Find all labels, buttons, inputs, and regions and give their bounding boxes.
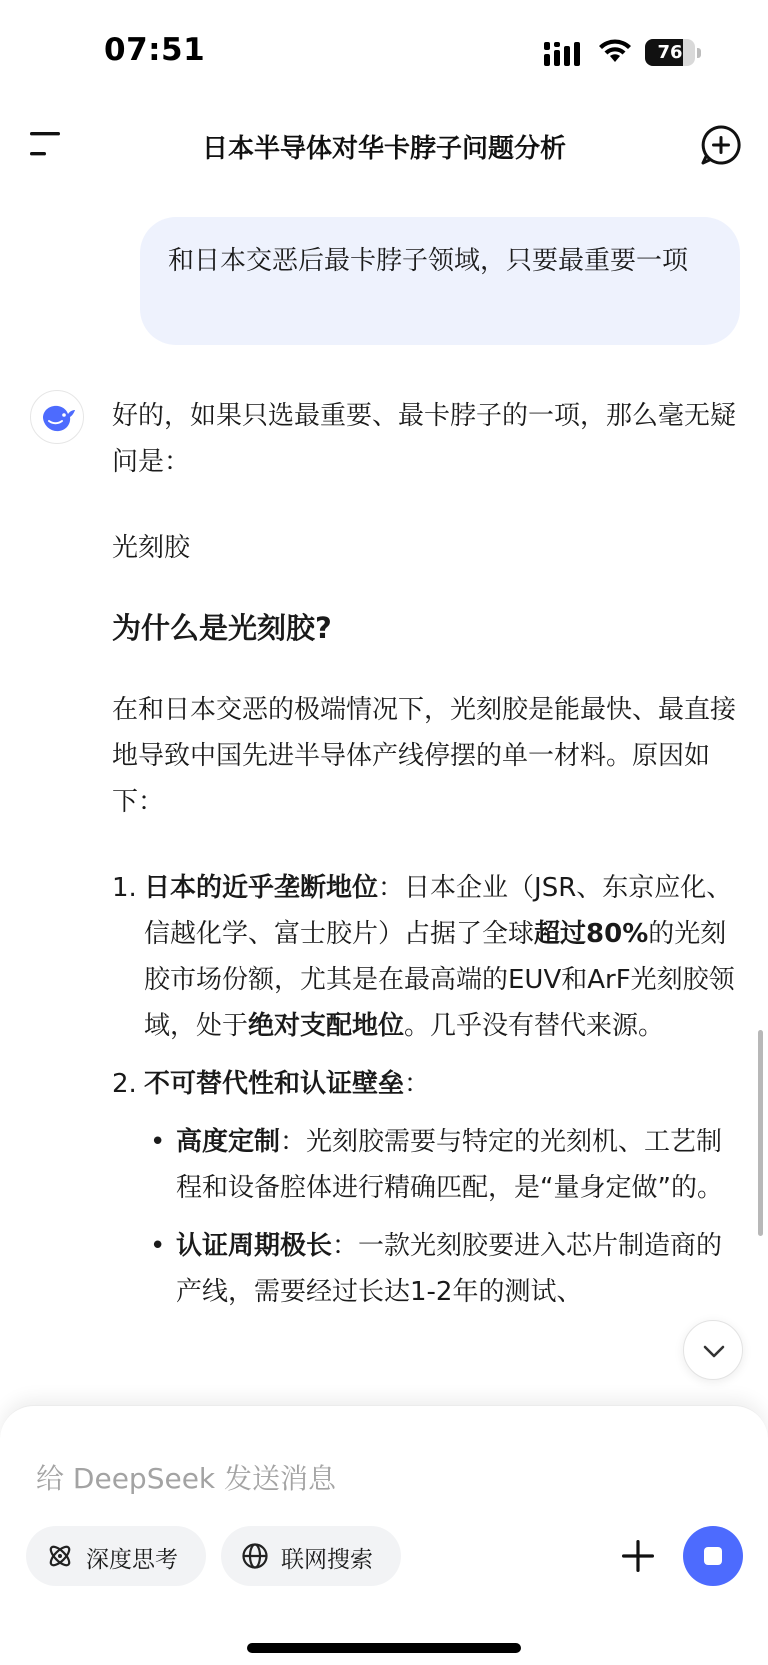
list-item-emphasis: 绝对支配地位 <box>248 1011 405 1041</box>
cellular-signal-icon <box>544 42 584 66</box>
scrollbar[interactable] <box>758 1030 763 1236</box>
scroll-to-bottom-button[interactable] <box>683 1320 743 1380</box>
deepseek-whale-icon <box>31 391 85 445</box>
bullet-title: 认证周期极长 <box>176 1231 333 1261</box>
atom-icon <box>46 1542 74 1570</box>
bullet-body: 一款光刻胶要进入芯片制造商的产线，需要经过长达1-2年的测试、 <box>176 1231 723 1307</box>
answer-intro: 在和日本交恶的极端情况下，光刻胶是能最快、最直接地导致中国先进半导体产线停摆的单一材料。原因如下： <box>112 695 737 817</box>
list-item-title: 日本的近乎垄断地位 <box>144 873 379 903</box>
status-bar <box>0 0 768 100</box>
assistant-avatar <box>30 390 84 444</box>
bullet-dot: • <box>150 1231 166 1261</box>
wifi-icon <box>598 38 632 64</box>
chat-header <box>0 110 768 180</box>
answer-heading: 为什么是光刻胶? <box>112 611 332 645</box>
list-item-emphasis: 超过80% <box>534 919 649 949</box>
bullet-separator: ： <box>280 1127 307 1157</box>
list-item-body: 的光刻胶市场份额，尤其是在最高端的EUV和ArF光刻胶领域，处于 <box>144 919 735 1041</box>
home-indicator <box>247 1643 521 1653</box>
list-item-separator: ： <box>378 873 405 903</box>
list-item-title: 不可替代性和认证壁垒 <box>144 1069 405 1099</box>
page-title: 日本半导体对华卡脖子问题分析 <box>201 134 566 164</box>
message-composer <box>0 1405 768 1665</box>
list-item-number: 2. <box>112 1069 137 1099</box>
list-item-separator: ： <box>404 1069 431 1099</box>
battery-indicator <box>645 39 701 66</box>
deep-think-label: 深度思考 <box>86 1547 178 1573</box>
bullet-item <box>144 1223 742 1315</box>
bullet-title: 高度定制 <box>176 1127 281 1157</box>
deep-think-toggle[interactable] <box>26 1526 206 1586</box>
user-message-bubble[interactable]: 和日本交恶后最卡脖子领域，只要最重要一项 <box>140 217 740 345</box>
sub-reasons-list <box>112 1119 742 1315</box>
answer-keyword: 光刻胶 <box>112 533 191 563</box>
bullet-dot: • <box>150 1127 166 1157</box>
web-search-label: 联网搜索 <box>281 1547 373 1573</box>
list-item-body: 日本企业（JSR、东京应化、信越化学、富士胶片）占据了全球 <box>144 873 733 949</box>
assistant-message <box>112 393 742 1315</box>
list-item <box>112 1061 742 1107</box>
new-chat-icon[interactable] <box>700 124 742 166</box>
battery-level: 76 <box>657 42 683 63</box>
list-item-body: 。几乎没有替代来源。 <box>404 1011 665 1041</box>
list-item-number: 1. <box>112 873 137 903</box>
list-item <box>112 865 742 1049</box>
bullet-item <box>144 1119 742 1211</box>
bullet-separator: ： <box>332 1231 359 1261</box>
stop-generation-button[interactable] <box>683 1526 743 1586</box>
plus-icon[interactable] <box>618 1536 658 1576</box>
chevron-down-icon <box>701 1340 727 1362</box>
answer-lead: 好的，如果只选最重要、最卡脖子的一项，那么毫无疑问是： <box>112 401 737 477</box>
globe-icon <box>241 1542 269 1570</box>
status-time: 07:51 <box>104 32 206 68</box>
web-search-toggle[interactable] <box>221 1526 401 1586</box>
message-input[interactable] <box>36 1456 676 1500</box>
menu-icon[interactable] <box>26 126 66 162</box>
bullet-body: 光刻胶需要与特定的光刻机、工艺制程和设备腔体进行精确匹配，是“量身定做”的。 <box>176 1127 723 1203</box>
reasons-list <box>112 865 742 1315</box>
stop-icon <box>704 1547 722 1565</box>
